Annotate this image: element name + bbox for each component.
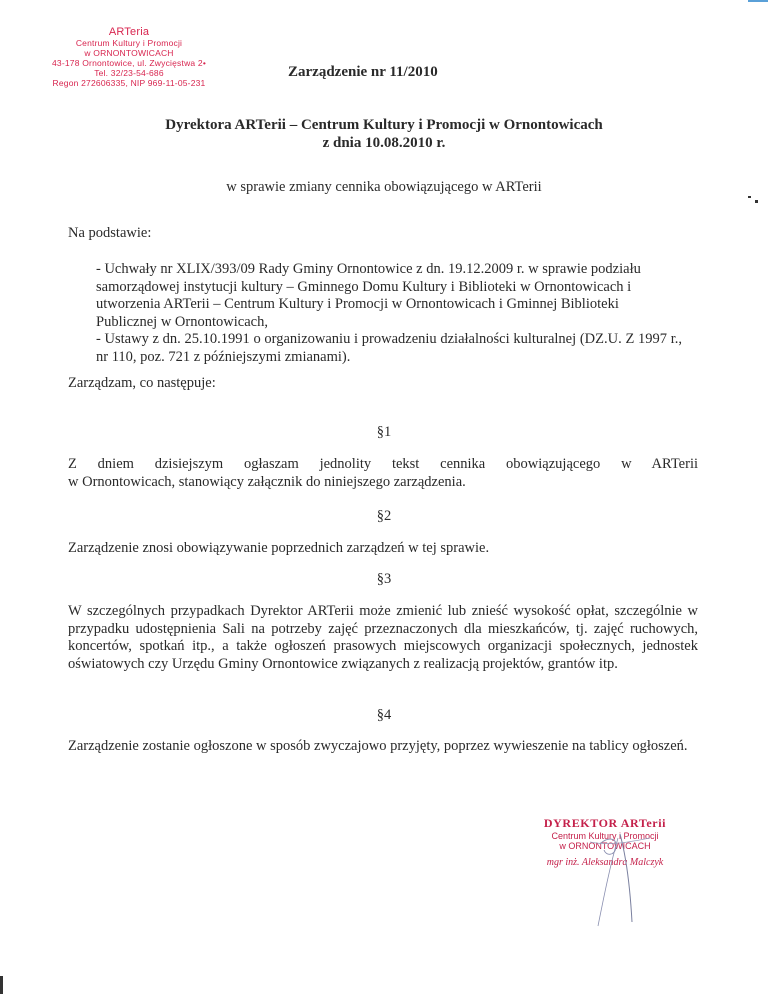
heading-issuer: Dyrektora ARTerii – Centrum Kultury i Promocji w Ornontowicach [165, 117, 603, 133]
stamp-line: Tel. 32/23-54-686 [94, 68, 164, 78]
director-name: mgr inż. Aleksandra Malczyk [546, 857, 664, 868]
scan-speck [755, 200, 758, 203]
stamp-line: Regon 272606335, NIP 969-11-05-231 [52, 78, 206, 88]
order-number: Zarządzenie nr 11/2010 [288, 64, 438, 80]
section-2-text: Zarządzenie znosi obowiązywanie poprzednich zarządzeń w tej sprawie. [68, 540, 490, 556]
section-3-title: §3 [376, 571, 392, 587]
stamp-line: 43-178 Ornontowice, ul. Zwycięstwa 2• [52, 58, 206, 68]
director-title: DYREKTOR ARTerii [543, 816, 667, 830]
director-stamp-line: w ORNONTOWICACH [559, 841, 651, 851]
heading-date: z dnia 10.08.2010 r. [322, 135, 446, 151]
section-1-text: Z dniem dzisiejszym ogłaszam jednolity tekst cennika obowiązującego w ARTerii [68, 456, 698, 472]
section-1-title: §1 [376, 424, 392, 440]
legal-basis [96, 261, 682, 366]
section-2-title: §2 [376, 508, 392, 524]
section-1-text: w Ornontowicach, stanowiący załącznik do niniejszego zarządzenia. [68, 474, 466, 490]
stamp-line: w ORNONTOWICACH [84, 48, 174, 58]
scan-speck [748, 196, 751, 198]
subject-line: w sprawie zmiany cennika obowiązującego w ARTerii [226, 179, 542, 195]
basis-item: - Ustawy z dn. 25.10.1991 o organizowaniu i prowadzeniu działalności kulturalnej (DZ.U. Z 1997 r., nr 110, poz. 721 z późniejszymi zmianami). [96, 331, 682, 365]
section-4-text: Zarządzenie zostanie ogłoszone w sposób zwyczajowo przyjęty, poprzez wywieszenie na tablicy ogłoszeń. [68, 738, 688, 754]
basis-label: Na podstawie: [68, 225, 152, 241]
basis-item: - Uchwały nr XLIX/393/09 Rady Gminy Ornontowice z dn. 19.12.2009 r. w sprawie podziału samorządowej instytucji kultury – Gminnego Domu Kultury i Biblioteki w Ornontowicach i utworzenia ARTerii – Centrum Kultury i Promocji w Ornontowicach i Gminnej Biblioteki Publicznej w Ornontowicach, [96, 261, 641, 330]
section-4-title: §4 [376, 707, 392, 723]
decree-line: Zarządzam, co następuje: [68, 375, 216, 391]
director-stamp-line: Centrum Kultury i Promocji [551, 831, 659, 841]
scan-edge-mark [0, 976, 3, 994]
institution-stamp [4, 26, 254, 88]
stamp-name: ARTeria [108, 26, 150, 38]
handwritten-signature [560, 826, 670, 936]
section-3-text: W szczególnych przypadkach Dyrektor ARTerii może zmienić lub znieść wysokość opłat, szczególnie w przypadku udostępnienia Sali na potrzeby zajęć przeznaczonych dla mieszkańców, tj. zajęć ruchowych, koncertów, spotkań itp., a także ogłoszeń prasowych miejscowych organizacji społecznych, jednostek oświatowych czy Urzędu Gminy Ornontowice związanych z realizacją projektów, grantów itp. [68, 603, 698, 672]
scan-corner-mark [748, 0, 768, 2]
stamp-line: Centrum Kultury i Promocji [75, 38, 183, 48]
